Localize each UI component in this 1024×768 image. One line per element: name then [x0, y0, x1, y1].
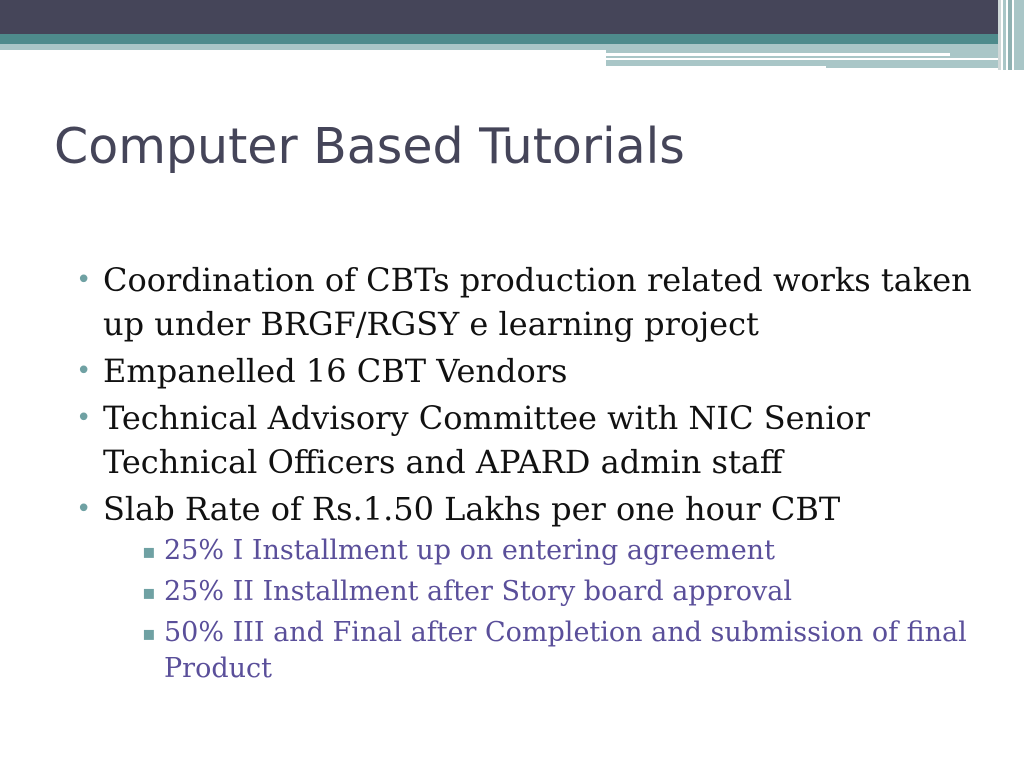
header-step-line-2: [606, 66, 826, 68]
list-item-text: Technical Advisory Committee with NIC Senior Technical Officers and APARD admin staff: [103, 399, 870, 481]
sub-list-item-text: 25% II Installment after Story board approval: [164, 576, 793, 607]
header-stripes: [998, 0, 1024, 70]
header-bar: [0, 0, 1024, 34]
list-item-text: Empanelled 16 CBT Vendors: [103, 352, 568, 390]
sub-list-item: [142, 615, 976, 687]
sub-bullet-icon: ▪: [142, 539, 156, 563]
slide-content: [76, 258, 976, 692]
sub-list-item-text: 50% III and Final after Completion and submission of final Product: [164, 617, 967, 684]
list-item: [76, 258, 976, 346]
sub-bullet-list: [76, 533, 976, 687]
sub-bullet-icon: ▪: [142, 621, 156, 645]
slide-title: Computer Based Tutorials: [54, 118, 685, 175]
list-item-text: Slab Rate of Rs.1.50 Lakhs per one hour CBT: [103, 490, 841, 528]
header-step-line: [606, 53, 950, 56]
sub-bullet-icon: ▪: [142, 580, 156, 604]
bullet-icon: •: [76, 356, 92, 386]
bullet-icon: •: [76, 494, 92, 524]
bullet-list: [76, 258, 976, 687]
list-item: [76, 487, 976, 687]
sub-list-item-text: 25% I Installment up on entering agreement: [164, 535, 775, 566]
sub-list-item: [142, 574, 976, 610]
sub-list-item: [142, 533, 976, 569]
bullet-icon: •: [76, 265, 92, 295]
list-item: [76, 396, 976, 484]
header-accent-bar: [0, 34, 1000, 44]
list-item: [76, 349, 976, 393]
list-item-text: Coordination of CBTs production related works taken up under BRGF/RGSY e learning project: [103, 261, 972, 343]
bullet-icon: •: [76, 403, 92, 433]
